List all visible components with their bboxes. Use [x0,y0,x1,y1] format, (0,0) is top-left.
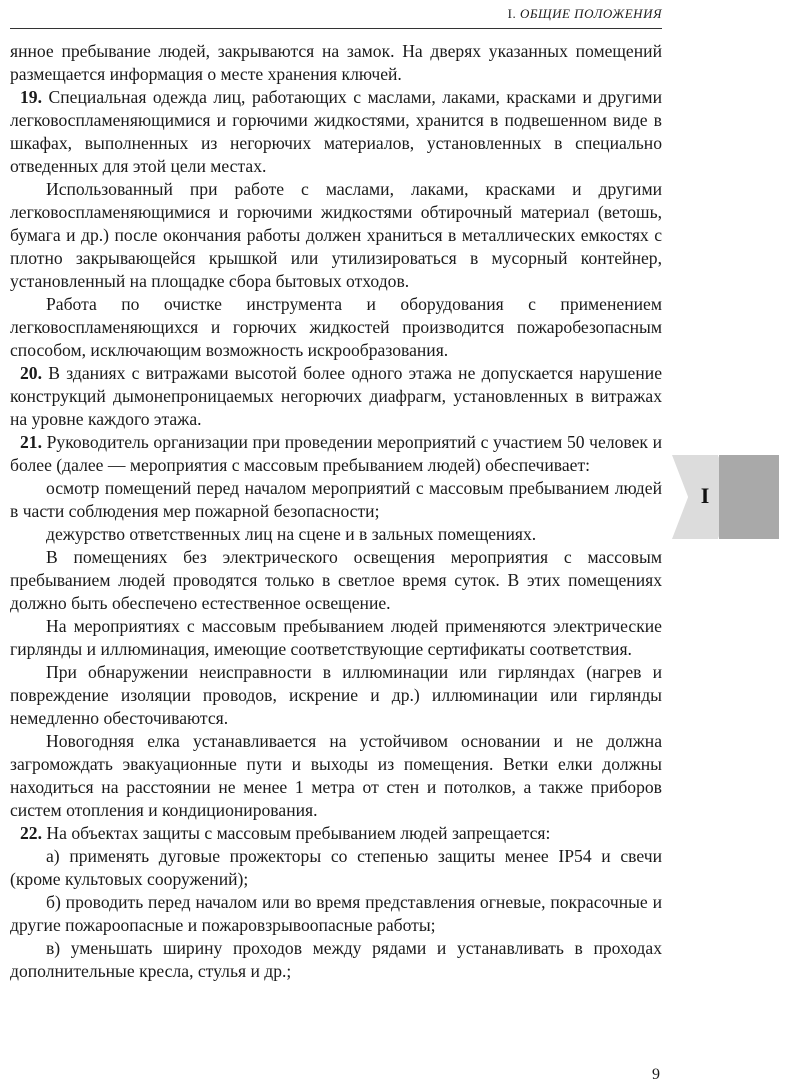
paragraph: Новогодняя елка устанавливается на устойчивом основании и не должна загромождать эвакуационные пути и выходы из помещения. Ветки елки должны находиться на расстоянии не менее 1 метра от стен и потолков, а также приборов систем отопления и кондиционирования. [10,731,662,820]
header-section-title: ОБЩИЕ ПОЛОЖЕНИЯ [519,6,662,21]
paragraph: В помещениях без электрического освещения мероприятия с массовым пребыванием людей проводятся только в светлое время суток. В этих помещениях должно быть обеспечено естественное освещение. [10,547,662,613]
section-tab-label: I [700,483,710,508]
list-item: осмотр помещений перед началом мероприятий с массовым пребыванием людей в части соблюдения мер пожарной безопасности; [10,478,662,521]
list-item: а) применять дуговые прожекторы со степенью защиты менее IP54 и свечи (кроме культовых сооружений); [10,846,662,889]
clause-21: 21. Руководитель организации при проведении мероприятий с участием 50 человек и более (далее — мероприятия с массовым пребыванием людей) обеспечивает: [10,432,662,475]
paragraph: На мероприятиях с массовым пребыванием людей применяются электрические гирлянды и иллюминация, имеющие соответствующие сертификаты соответствия. [10,616,662,659]
section-tab-box [719,455,779,539]
clause-20: 20. В зданиях с витражами высотой более одного этажа не допускается нарушение конструкций дымонепроницаемых негорючих диафрагм, установленных в витражах на уровне каждого этажа. [10,363,662,429]
clause-number: 19. [20,87,42,107]
paragraph-continuation: янное пребывание людей, закрываются на замок. На дверях указанных помещений размещается информация о месте хранения ключей. [10,41,662,84]
running-header [10,6,662,29]
page-number: 9 [652,1066,660,1083]
clause-number: 22. [20,823,42,843]
clause-number: 21. [20,432,42,452]
list-item: в) уменьшать ширину проходов между рядами и устанавливать в проходах дополнительные кресла, стулья и др.; [10,938,662,981]
clause-19: 19. Специальная одежда лиц, работающих с маслами, лаками, красками и другими легковоспламеняющимися и горючими жидкостями, хранится в подвешенном виде в шкафах, выполненных из негорючих материалов, установленных в специально отведенных для этой цели местах. [10,87,662,176]
clause-number: 20. [20,363,42,383]
paragraph: При обнаружении неисправности в иллюминации или гирляндах (нагрев и повреждение изоляции проводов, искрение и др.) иллюминации или гирлянды немедленно обесточиваются. [10,662,662,728]
paragraph: Работа по очистке инструмента и оборудования с применением легковоспламеняющихся и горючих жидкостей производится пожаробезопасным способом, исключающим возможность искрообразования. [10,294,662,360]
paragraph: Использованный при работе с маслами, лаками, красками и другими легковоспламеняющимися и горючими жидкостями обтирочный материал (ветошь, бумага и др.) после окончания работы должен храниться в металлических емкостях с плотно закрывающейся крышкой или утилизироваться в мусорный контейнер, установленный на площадке сбора бытовых отходов. [10,179,662,291]
header-section-number: I. [507,6,517,21]
clause-22: 22. На объектах защиты с массовым пребыванием людей запрещается: [20,823,551,843]
body-text [10,40,662,983]
list-item: дежурство ответственных лиц на сцене и в зальных помещениях. [46,524,537,544]
list-item: б) проводить перед началом или во время представления огневые, покрасочные и другие пожароопасные и пожаровзрывоопасные работы; [10,892,662,935]
